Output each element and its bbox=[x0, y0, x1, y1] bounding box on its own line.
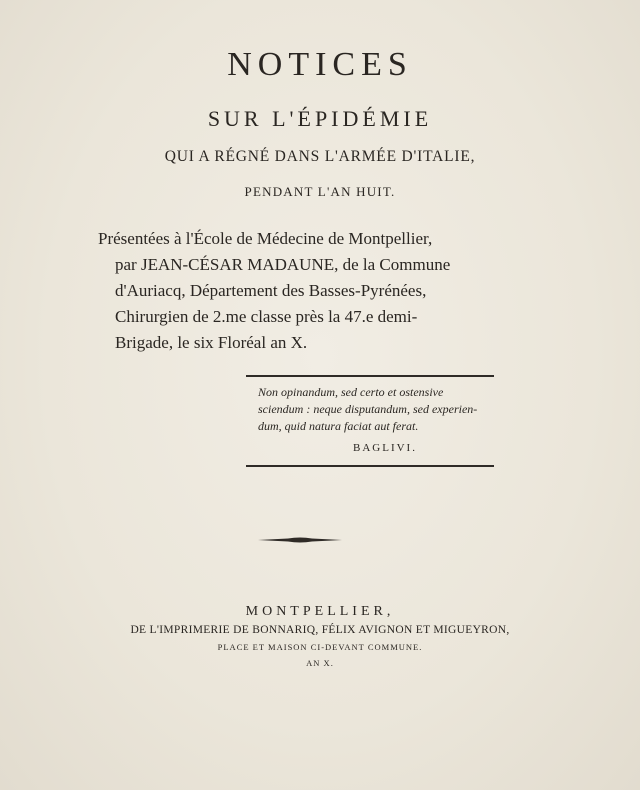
presentation-line: Brigade, le six Floréal an X. bbox=[115, 333, 308, 352]
presentation-line: par JEAN-CÉSAR MADAUNE, de la Commune bbox=[115, 255, 451, 274]
epigraph bbox=[258, 384, 498, 435]
title-main: NOTICES bbox=[227, 46, 413, 83]
title-line-3: QUI A RÉGNÉ DANS L'ARMÉE D'ITALIE, bbox=[164, 148, 476, 165]
presentation-paragraph bbox=[98, 226, 508, 356]
imprint-printer: DE L'IMPRIMERIE DE BONNARIQ, FÉLIX AVIGNON ET MIGUEYRON, bbox=[130, 624, 510, 636]
imprint-address: PLACE ET MAISON CI-DEVANT COMMUNE. bbox=[217, 642, 423, 652]
imprint-year: AN X. bbox=[306, 658, 334, 668]
epigraph-line: Non opinandum, sed certo et ostensive bbox=[258, 385, 444, 399]
epigraph-author: BAGLIVI. bbox=[353, 442, 417, 454]
imprint-city: MONTPELLIER, bbox=[245, 604, 395, 619]
epigraph-line: dum, quid natura faciat aut ferat. bbox=[258, 419, 419, 433]
epigraph-line: sciendum : neque disputandum, sed experien- bbox=[258, 402, 478, 416]
presentation-line: Chirurgien de 2.me classe près la 47.e demi- bbox=[115, 307, 418, 326]
ornament-divider bbox=[258, 536, 342, 544]
epigraph-bottom-rule bbox=[246, 465, 494, 467]
title-line-4: PENDANT L'AN HUIT. bbox=[244, 184, 396, 199]
title-subtitle: SUR L'ÉPIDÉMIE bbox=[207, 106, 433, 131]
presentation-line: d'Auriacq, Département des Basses-Pyrénées, bbox=[115, 281, 427, 300]
presentation-line: Présentées à l'École de Médecine de Montpellier, bbox=[98, 229, 433, 248]
epigraph-top-rule bbox=[246, 375, 494, 377]
